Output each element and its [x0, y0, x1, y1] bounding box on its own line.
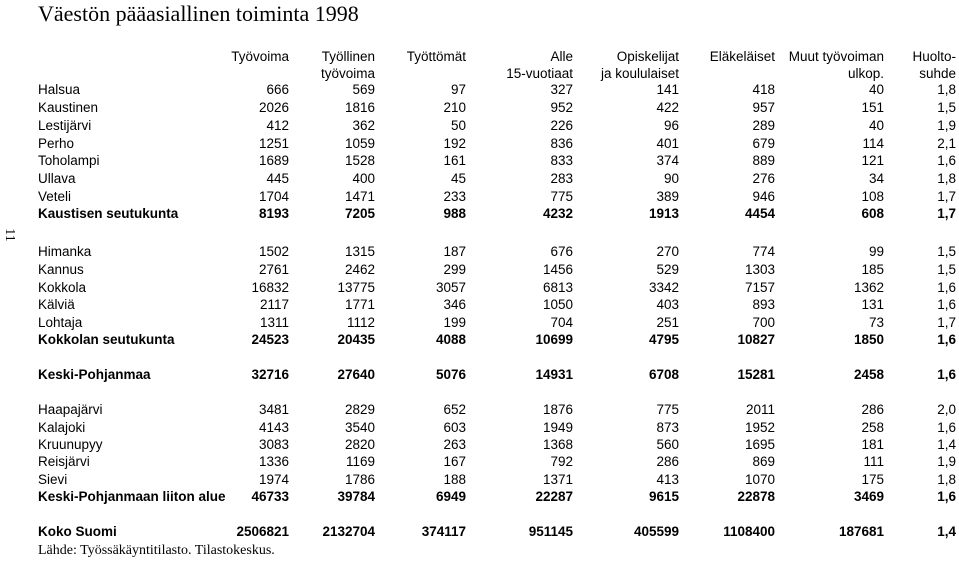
cell-value: 1816 — [344, 100, 375, 115]
cell-value: 233 — [443, 189, 466, 204]
cell-value: 560 — [656, 437, 679, 452]
header-line-2: suhde — [919, 66, 956, 81]
row-label: Keski-Pohjanmaa — [38, 367, 151, 382]
cell-value: 1,5 — [937, 262, 956, 277]
cell-value: 4143 — [258, 420, 289, 435]
cell-value: 1974 — [258, 472, 289, 487]
cell-value: 1,7 — [937, 315, 956, 330]
cell-value: 652 — [443, 402, 466, 417]
cell-value: 1,6 — [937, 489, 956, 504]
cell-value: 6949 — [435, 489, 466, 504]
cell-value: 2506821 — [236, 524, 289, 539]
cell-value: 185 — [861, 262, 884, 277]
page-title: Väestön pääasiallinen toiminta 1998 — [38, 1, 359, 26]
cell-value: 3540 — [344, 420, 375, 435]
cell-value: 286 — [656, 454, 679, 469]
cell-value: 175 — [861, 472, 884, 487]
cell-value: 445 — [266, 171, 289, 186]
cell-value: 73 — [868, 315, 884, 330]
header-line-1: Eläkeläiset — [709, 49, 775, 64]
header-tyollinen — [321, 48, 375, 82]
row-label: Perho — [38, 136, 75, 151]
cell-value: 3083 — [258, 437, 289, 452]
cell-value: 45 — [450, 171, 466, 186]
row-label: Veteli — [38, 189, 72, 204]
table-row — [0, 279, 959, 297]
cell-value: 108 — [861, 189, 884, 204]
cell-value: 3342 — [648, 280, 679, 295]
cell-value: 1059 — [344, 136, 375, 151]
table-row-total — [0, 205, 959, 223]
table-row-total — [0, 488, 959, 506]
cell-value: 1502 — [258, 244, 289, 259]
row-label: Haapajärvi — [38, 402, 103, 417]
cell-value: 1336 — [258, 454, 289, 469]
cell-value: 20435 — [337, 332, 375, 347]
cell-value: 603 — [443, 420, 466, 435]
cell-value: 7205 — [344, 206, 375, 221]
row-label: Lestijärvi — [38, 118, 92, 133]
cell-value: 893 — [752, 297, 775, 312]
source-note: Lähde: Työssäkäyntitilasto. Tilastokeskus. — [38, 543, 275, 558]
cell-value: 1,7 — [937, 206, 956, 221]
header-line-1: Työvoima — [231, 49, 289, 64]
table-row — [0, 117, 959, 135]
cell-value: 121 — [861, 153, 884, 168]
cell-value: 418 — [752, 82, 775, 97]
cell-value: 187681 — [838, 524, 884, 539]
header-line-1: Opiskelijat — [616, 49, 679, 64]
row-label: Kaustinen — [38, 100, 99, 115]
cell-value: 2,0 — [937, 402, 956, 417]
cell-value: 1850 — [853, 332, 884, 347]
header-line-2: ja koululaiset — [600, 66, 679, 81]
cell-value: 199 — [443, 315, 466, 330]
row-label: Kaustisen seutukunta — [38, 206, 179, 221]
table-row — [0, 188, 959, 206]
cell-value: 1368 — [542, 437, 573, 452]
cell-value: 2,1 — [937, 136, 956, 151]
cell-value: 276 — [752, 171, 775, 186]
cell-value: 13775 — [337, 280, 375, 295]
header-tyovoima — [231, 48, 289, 82]
row-label: Himanka — [38, 244, 92, 259]
row-label: Toholampi — [38, 153, 100, 168]
header-line-1: Työllinen — [321, 49, 375, 64]
table-row-total — [0, 366, 959, 384]
cell-value: 346 — [443, 297, 466, 312]
row-label: Keski-Pohjanmaan liiton alue — [38, 489, 226, 504]
cell-value: 889 — [752, 153, 775, 168]
cell-value: 141 — [656, 82, 679, 97]
cell-value: 10699 — [535, 332, 573, 347]
cell-value: 2011 — [745, 402, 775, 417]
cell-value: 111 — [863, 454, 884, 469]
cell-value: 1456 — [542, 262, 573, 277]
cell-value: 1,9 — [937, 454, 956, 469]
cell-value: 1,6 — [937, 280, 956, 295]
cell-value: 569 — [352, 82, 375, 97]
table-row — [0, 170, 959, 188]
cell-value: 1,9 — [937, 118, 956, 133]
page-number: 11 — [2, 228, 17, 242]
cell-value: 1,4 — [937, 437, 956, 452]
cell-value: 775 — [656, 402, 679, 417]
cell-value: 1876 — [542, 402, 573, 417]
cell-value: 374117 — [421, 524, 466, 539]
cell-value: 679 — [752, 136, 775, 151]
table-row — [0, 261, 959, 279]
row-label: Kokkolan seutukunta — [38, 332, 175, 347]
cell-value: 529 — [656, 262, 679, 277]
cell-value: 1,4 — [937, 524, 956, 539]
cell-value: 1,6 — [937, 153, 956, 168]
row-label: Reisjärvi — [38, 454, 90, 469]
row-label: Sievi — [38, 472, 68, 487]
cell-value: 1,7 — [937, 189, 956, 204]
cell-value: 1,6 — [937, 420, 956, 435]
cell-value: 7157 — [744, 280, 775, 295]
cell-value: 374 — [656, 153, 679, 168]
cell-value: 50 — [450, 118, 466, 133]
cell-value: 131 — [861, 297, 884, 312]
header-line-1: Muut työvoiman — [788, 49, 884, 64]
cell-value: 403 — [656, 297, 679, 312]
header-elakelaiset — [710, 48, 775, 82]
cell-value: 400 — [352, 171, 375, 186]
cell-value: 1689 — [258, 153, 289, 168]
cell-value: 2458 — [853, 367, 884, 382]
table-row — [0, 401, 959, 419]
row-label: Kannus — [38, 262, 84, 277]
cell-value: 1786 — [344, 472, 375, 487]
cell-value: 1949 — [542, 420, 573, 435]
cell-value: 14931 — [535, 367, 573, 382]
cell-value: 1371 — [542, 472, 573, 487]
header-muut — [789, 48, 884, 82]
cell-value: 40 — [868, 118, 884, 133]
cell-value: 1169 — [345, 454, 375, 469]
cell-value: 270 — [656, 244, 679, 259]
cell-value: 2132704 — [322, 524, 375, 539]
cell-value: 3057 — [435, 280, 466, 295]
cell-value: 1,5 — [937, 100, 956, 115]
cell-value: 327 — [550, 82, 573, 97]
cell-value: 1704 — [258, 189, 289, 204]
cell-value: 167 — [443, 454, 466, 469]
table-row — [0, 243, 959, 261]
cell-value: 1251 — [258, 136, 289, 151]
cell-value: 1311 — [259, 315, 289, 330]
table-row — [0, 471, 959, 489]
cell-value: 1070 — [744, 472, 775, 487]
cell-value: 2026 — [258, 100, 289, 115]
cell-value: 957 — [752, 100, 775, 115]
cell-value: 151 — [861, 100, 884, 115]
header-line-2: ulkop. — [847, 66, 884, 81]
cell-value: 10827 — [737, 332, 775, 347]
table-row — [0, 296, 959, 314]
cell-value: 99 — [868, 244, 884, 259]
table-row — [0, 81, 959, 99]
cell-value: 389 — [656, 189, 679, 204]
cell-value: 32716 — [251, 367, 289, 382]
cell-value: 1695 — [744, 437, 775, 452]
cell-value: 6813 — [542, 280, 573, 295]
cell-value: 16832 — [251, 280, 289, 295]
cell-value: 1315 — [344, 244, 375, 259]
table-row — [0, 152, 959, 170]
cell-value: 1,5 — [937, 244, 956, 259]
cell-value: 1,8 — [937, 171, 956, 186]
cell-value: 299 — [443, 262, 466, 277]
cell-value: 1,6 — [937, 297, 956, 312]
cell-value: 4454 — [744, 206, 775, 221]
cell-value: 951145 — [528, 524, 573, 539]
cell-value: 192 — [443, 136, 466, 151]
table-row — [0, 314, 959, 332]
table-row — [0, 436, 959, 454]
table-row — [0, 99, 959, 117]
cell-value: 1108400 — [723, 524, 775, 539]
table-row-total — [0, 331, 959, 349]
cell-value: 2117 — [259, 297, 289, 312]
cell-value: 3481 — [258, 402, 289, 417]
header-huoltosuhde — [912, 48, 956, 82]
cell-value: 90 — [663, 171, 679, 186]
cell-value: 1112 — [346, 315, 375, 330]
header-alle15 — [506, 48, 573, 82]
header-tyottomat — [407, 48, 466, 82]
cell-value: 1,8 — [937, 472, 956, 487]
cell-value: 97 — [450, 82, 466, 97]
row-label: Kalajoki — [38, 420, 86, 435]
table-row-total — [0, 523, 959, 541]
cell-value: 1,6 — [937, 367, 956, 382]
cell-value: 1771 — [344, 297, 375, 312]
cell-value: 775 — [550, 189, 573, 204]
cell-value: 2820 — [344, 437, 375, 452]
cell-value: 286 — [861, 402, 884, 417]
cell-value: 988 — [443, 206, 466, 221]
table-row — [0, 135, 959, 153]
cell-value: 2462 — [344, 262, 375, 277]
cell-value: 226 — [550, 118, 573, 133]
cell-value: 1,8 — [937, 82, 956, 97]
cell-value: 2761 — [258, 262, 289, 277]
header-line-2: 15-vuotiaat — [506, 66, 573, 81]
cell-value: 161 — [443, 153, 466, 168]
cell-value: 401 — [656, 136, 679, 151]
cell-value: 289 — [752, 118, 775, 133]
cell-value: 34 — [868, 171, 884, 186]
row-label: Kokkola — [38, 280, 87, 295]
row-label: Ullava — [38, 171, 76, 186]
cell-value: 952 — [550, 100, 573, 115]
cell-value: 210 — [443, 100, 466, 115]
cell-value: 1528 — [344, 153, 375, 168]
cell-value: 1,6 — [937, 332, 956, 347]
cell-value: 258 — [861, 420, 884, 435]
cell-value: 1952 — [744, 420, 775, 435]
cell-value: 676 — [550, 244, 573, 259]
cell-value: 774 — [752, 244, 775, 259]
row-label: Kruunupyy — [38, 437, 103, 452]
cell-value: 666 — [266, 82, 289, 97]
cell-value: 836 — [550, 136, 573, 151]
cell-value: 422 — [656, 100, 679, 115]
cell-value: 704 — [550, 315, 573, 330]
cell-value: 251 — [656, 315, 679, 330]
cell-value: 114 — [862, 136, 884, 151]
table-row — [0, 453, 959, 471]
row-label: Halsua — [38, 82, 81, 97]
cell-value: 1303 — [744, 262, 775, 277]
cell-value: 8193 — [258, 206, 289, 221]
cell-value: 4795 — [648, 332, 679, 347]
cell-value: 283 — [550, 171, 573, 186]
cell-value: 608 — [861, 206, 884, 221]
row-label: Kälviä — [38, 297, 75, 312]
header-line-1: Työttömät — [406, 49, 466, 64]
cell-value: 15281 — [737, 367, 775, 382]
cell-value: 792 — [550, 454, 573, 469]
header-line-2: työvoima — [320, 66, 375, 81]
row-label: Lohtaja — [38, 315, 83, 330]
cell-value: 22878 — [737, 489, 775, 504]
header-line-1: Alle — [550, 49, 573, 64]
cell-value: 833 — [550, 153, 573, 168]
cell-value: 9615 — [648, 489, 679, 504]
header-line-1: Huolto- — [912, 49, 956, 64]
cell-value: 187 — [443, 244, 466, 259]
cell-value: 1913 — [648, 206, 679, 221]
cell-value: 3469 — [853, 489, 884, 504]
cell-value: 873 — [656, 420, 679, 435]
cell-value: 263 — [443, 437, 466, 452]
cell-value: 96 — [663, 118, 679, 133]
cell-value: 362 — [352, 118, 375, 133]
cell-value: 22287 — [535, 489, 573, 504]
cell-value: 46733 — [251, 489, 289, 504]
cell-value: 5076 — [435, 367, 466, 382]
cell-value: 946 — [752, 189, 775, 204]
table-row — [0, 419, 959, 437]
cell-value: 412 — [266, 118, 289, 133]
row-label: Koko Suomi — [38, 524, 117, 539]
cell-value: 413 — [656, 472, 679, 487]
cell-value: 405599 — [633, 524, 679, 539]
cell-value: 188 — [443, 472, 466, 487]
cell-value: 39784 — [337, 489, 375, 504]
cell-value: 4232 — [542, 206, 573, 221]
cell-value: 1362 — [853, 280, 884, 295]
cell-value: 1471 — [344, 189, 375, 204]
cell-value: 24523 — [251, 332, 289, 347]
cell-value: 181 — [861, 437, 884, 452]
cell-value: 6708 — [648, 367, 679, 382]
cell-value: 4088 — [435, 332, 466, 347]
cell-value: 700 — [752, 315, 775, 330]
cell-value: 2829 — [344, 402, 375, 417]
header-opiskelijat — [601, 48, 679, 82]
cell-value: 27640 — [337, 367, 375, 382]
cell-value: 869 — [752, 454, 775, 469]
cell-value: 1050 — [542, 297, 573, 312]
cell-value: 40 — [868, 82, 884, 97]
